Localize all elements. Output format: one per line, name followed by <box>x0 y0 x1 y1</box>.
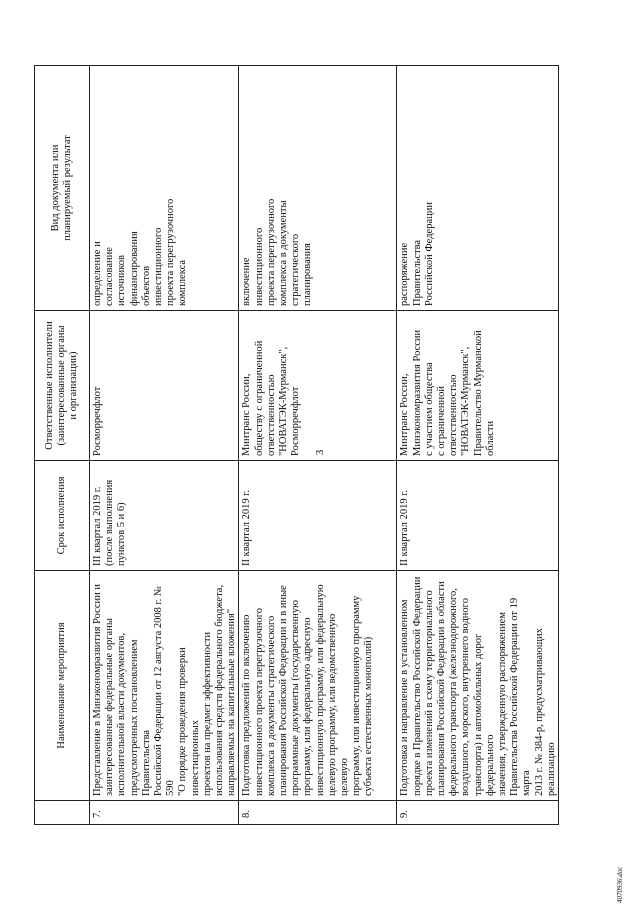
row-name: Представление в Минэкономразвития России и заинтересованные федеральные органы исполнительной власти документов, предусмотренных постановлением Правительства Российской Федерации от 12 августа 2008 г. № 590 "О порядке проведения проверки инвестиционных проектов на предмет эффективности использования средств федерального бюджета, направляемых на капитальные вложения" <box>90 571 239 801</box>
footer-doc-code: 4070936.doc <box>616 866 624 903</box>
header-executors: Ответственные исполнители (заинтересованные органы и организации) <box>35 311 90 461</box>
table-row <box>239 66 397 825</box>
row-result: включение инвестиционного проекта перегрузочного комплекса в документы стратегического планирования <box>239 66 397 311</box>
measures-table <box>34 65 559 825</box>
row-result: определение и согласование источников финансирования объектов инвестиционного проекта перегрузочного комплекса <box>90 66 239 311</box>
row-term: III квартал 2019 г. (после выполнения пунктов 5 и 6) <box>90 461 239 571</box>
row-executors: Росморречфлот <box>90 311 239 461</box>
row-executors: Минтранс России, обществу с ограниченной ответственностью "НОВАТЭК-Мурманск", Росморречфлот <box>239 311 397 461</box>
header-result: Вид документа или планируемый результат <box>35 66 90 311</box>
table-header-row <box>35 66 90 825</box>
header-num <box>35 801 90 825</box>
row-number: 7. <box>90 801 239 825</box>
table-row <box>90 66 239 825</box>
header-name: Наименование мероприятия <box>35 571 90 801</box>
row-term: II квартал 2019 г. <box>239 461 397 571</box>
page-number: 3 <box>314 449 326 456</box>
row-name: Подготовка предложений по включению инвестиционного проекта перегрузочного комплекса в документы стратегического планирования Российской Федерации и в иные программные документы (государственную программу, или федеральную адресную инвестиционную программу, или федеральную целевую программу, или ведомственную целевую программу, или инвестиционную программу субъекта естественных монополий) <box>239 571 397 801</box>
table-row <box>397 66 559 825</box>
row-name: Подготовка и направление в установленном порядке в Правительство Российской Федерации проекта изменений в схему территориального планирования Российской Федерации в области федерального транспорта (железнодорожного, воздушного, морского, внутреннего водного транспорта) и автомобильных дорог федерального значения, утвержденную распоряжением Правительства Российской Федерации от 19 марта 2013 г. № 384-р, предусматривающих реализацию <box>397 571 559 801</box>
row-number: 8. <box>239 801 397 825</box>
row-number: 9. <box>397 801 559 825</box>
row-result: распоряжение Правительства Российской Федерации <box>397 66 559 311</box>
header-term: Срок исполнения <box>35 461 90 571</box>
row-term: II квартал 2019 г. <box>397 461 559 571</box>
row-executors: Минтранс России, Минэкономразвития России с участием общества с ограниченной ответственностью "НОВАТЭК-Мурманск", Правительство Мурманской области <box>397 311 559 461</box>
